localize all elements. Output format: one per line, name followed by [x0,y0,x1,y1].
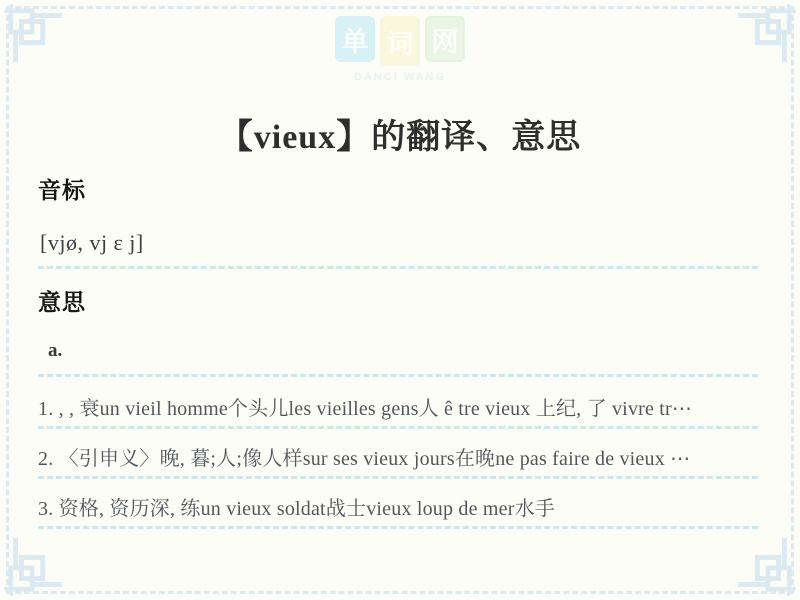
meaning-list-item: 3. 资格, 资历深, 练un vieux soldat战士vieux loup de mer水手 [38,498,555,520]
logo-tiles [335,16,465,66]
separator [38,426,758,429]
fret-corner-ornament-bottom-left [2,536,64,598]
separator [38,374,758,377]
fret-pattern-icon [2,536,64,598]
logo-subtext: DANCI WANG [353,71,447,83]
separator [38,526,758,529]
page-title: 【vieux】的翻译、意思 [218,118,582,156]
logo-char-tile: 单 [335,16,375,62]
fret-pattern-icon [736,2,798,64]
fret-corner-ornament-top-left [2,2,64,64]
phonetic-transcription: [vjø, vj ɛ j] [40,230,144,255]
fret-corner-ornament-top-right [736,2,798,64]
logo-char-tile: 网 [425,16,465,62]
site-logo [0,16,800,83]
fret-corner-ornament-bottom-right [736,536,798,598]
meaning-list-item: 2. 〈引申义〉晚, 暮;人;像人样sur ses vieux jours在晚ne pas faire de vieux ⋯ [38,448,691,470]
fret-pattern-icon [736,536,798,598]
separator [38,476,758,479]
fret-pattern-icon [2,2,64,64]
part-of-speech-label: a. [48,340,63,361]
separator [38,266,758,269]
phonetic-section-heading: 音标 [38,178,86,203]
meaning-list-item: 1. , , 衰un vieil homme个头儿les vieilles gens人 ê tre vieux 上纪, 了 vivre tr⋯ [38,398,693,420]
logo-char-tile: 词 [380,16,420,66]
meaning-section-heading: 意思 [38,290,86,315]
